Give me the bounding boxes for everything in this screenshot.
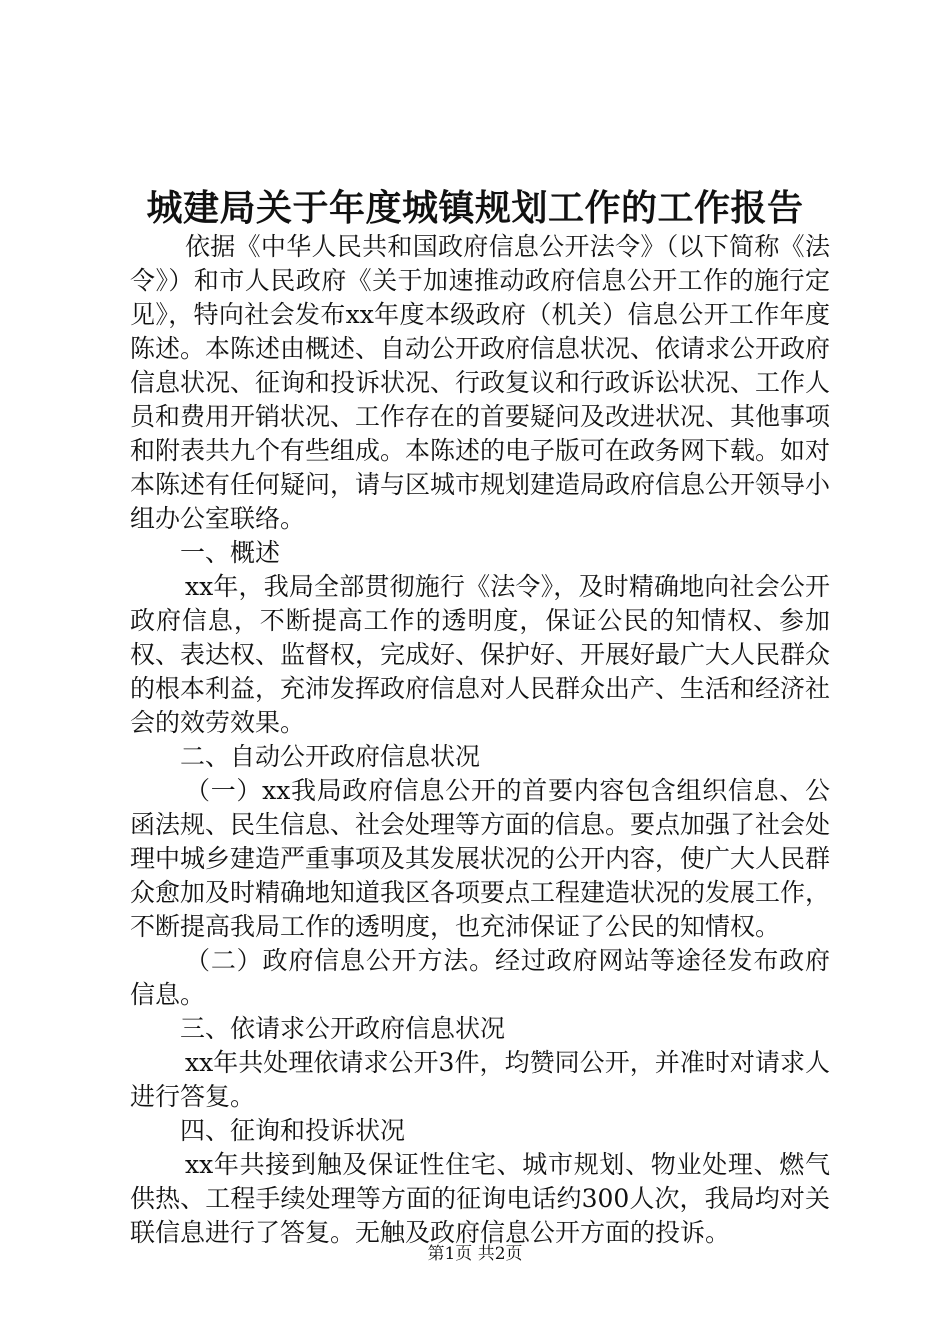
section-heading-overview: 一、概述 bbox=[180, 538, 281, 567]
proactive-disclosure-paragraph-1: （一）xx我局政府信息公开的首要内容包含组织信息、公函法规、民生信息、社会处理等方面的信息。要点加强了社会处理中城乡建造严重事项及其发展状况的公开内容，使广大人民群众愈加及时精确地知道我区各项要点工程建造状况的发展工作，不断提高我局工作的透明度，也充沛保证了公民的知情权。 bbox=[130, 776, 831, 941]
proactive-disclosure-paragraph-2: （二）政府信息公开方法。经过政府网站等途径发布政府信息。 bbox=[130, 946, 830, 1009]
section-heading-consultation-complaints: 四、征询和投诉状况 bbox=[180, 1116, 406, 1145]
consultation-complaints-paragraph: xx年共接到触及保证性住宅、城市规划、物业处理、燃气供热、工程手续处理等方面的征询电话约300人次，我局均对关联信息进行了答复。无触及政府信息公开方面的投诉。 bbox=[130, 1150, 830, 1247]
request-disclosure-paragraph: xx年共处理依请求公开3件，均赞同公开，并准时对请求人进行答复。 bbox=[130, 1048, 830, 1111]
document-body bbox=[130, 230, 830, 1250]
overview-paragraph: xx年，我局全部贯彻施行《法令》，及时精确地向社会公开政府信息，不断提高工作的透明度，保证公民的知情权、参加权、表达权、监督权，完成好、保护好、开展好最广大人民群众的根本利益，充沛发挥政府信息对人民群众出产、生活和经济社会的效劳效果。 bbox=[130, 572, 831, 737]
document-title: 城建局关于年度城镇规划工作的工作报告 bbox=[146, 187, 804, 229]
page-number-footer: 第1页 共2页 bbox=[427, 1244, 523, 1264]
section-heading-request-disclosure: 三、依请求公开政府信息状况 bbox=[180, 1014, 506, 1043]
section-heading-proactive-disclosure: 二、自动公开政府信息状况 bbox=[180, 742, 481, 771]
intro-paragraph: 依据《中华人民共和国政府信息公开法令》（以下简称《法令》）和市人民政府《关于加速推动政府信息公开工作的施行定见》，特向社会发布xx年度本级政府（机关）信息公开工作年度陈述。本陈述由概述、自动公开政府信息状况、依请求公开政府信息状况、征询和投诉状况、行政复议和行政诉讼状况、工作人员和费用开销状况、工作存在的首要疑问及改进状况、其他事项和附表共九个有些组成。本陈述的电子版可在政务网下载。如对本陈述有任何疑问，请与区城市规划建造局政府信息公开领导小组办公室联络。 bbox=[130, 232, 831, 533]
